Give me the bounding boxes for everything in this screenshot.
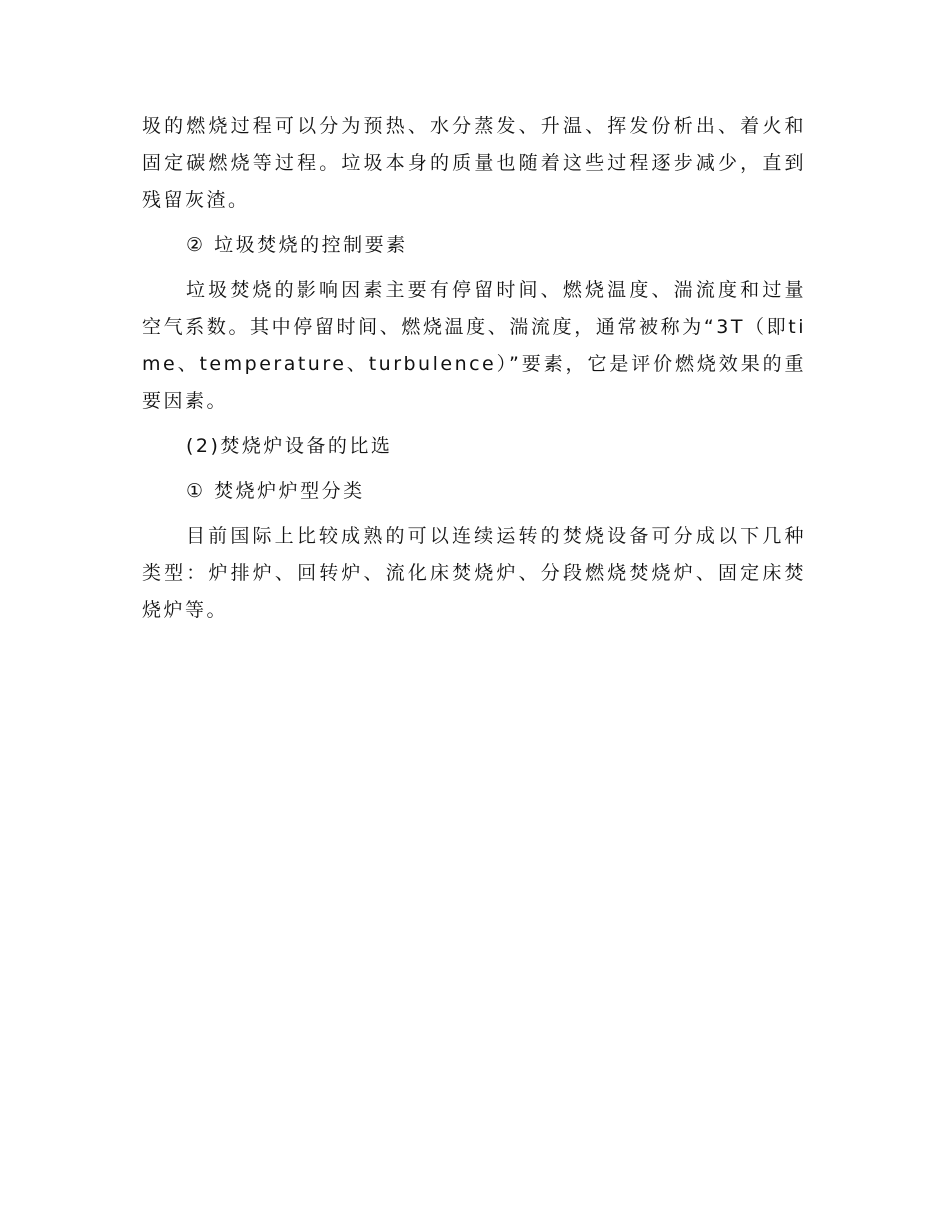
- heading-furnace-selection: (2)焚烧炉设备的比选: [186, 435, 393, 457]
- paragraph-furnace-types: 目前国际上比较成熟的可以连续运转的焚烧设备可分成以下几种类型：炉排炉、回转炉、流化床焚烧炉、分段燃烧焚烧炉、固定床焚烧炉等。: [142, 525, 806, 621]
- heading-control-factors: ② 垃圾焚烧的控制要素: [186, 234, 408, 256]
- paragraph-combustion-process: 圾的燃烧过程可以分为预热、水分蒸发、升温、挥发份析出、着火和固定碳燃烧等过程。垃圾本身的质量也随着这些过程逐步减少，直到残留灰渣。: [142, 115, 806, 211]
- paragraph-3t-factors: 垃圾焚烧的影响因素主要有停留时间、燃烧温度、湍流度和过量空气系数。其中停留时间、燃烧温度、湍流度，通常被称为“3T（即time、temperature、turbulence）”要素，它是评价燃烧效果的重要因素。: [142, 279, 806, 412]
- heading-furnace-types: ① 焚烧炉炉型分类: [186, 480, 365, 502]
- document-body: [142, 108, 806, 637]
